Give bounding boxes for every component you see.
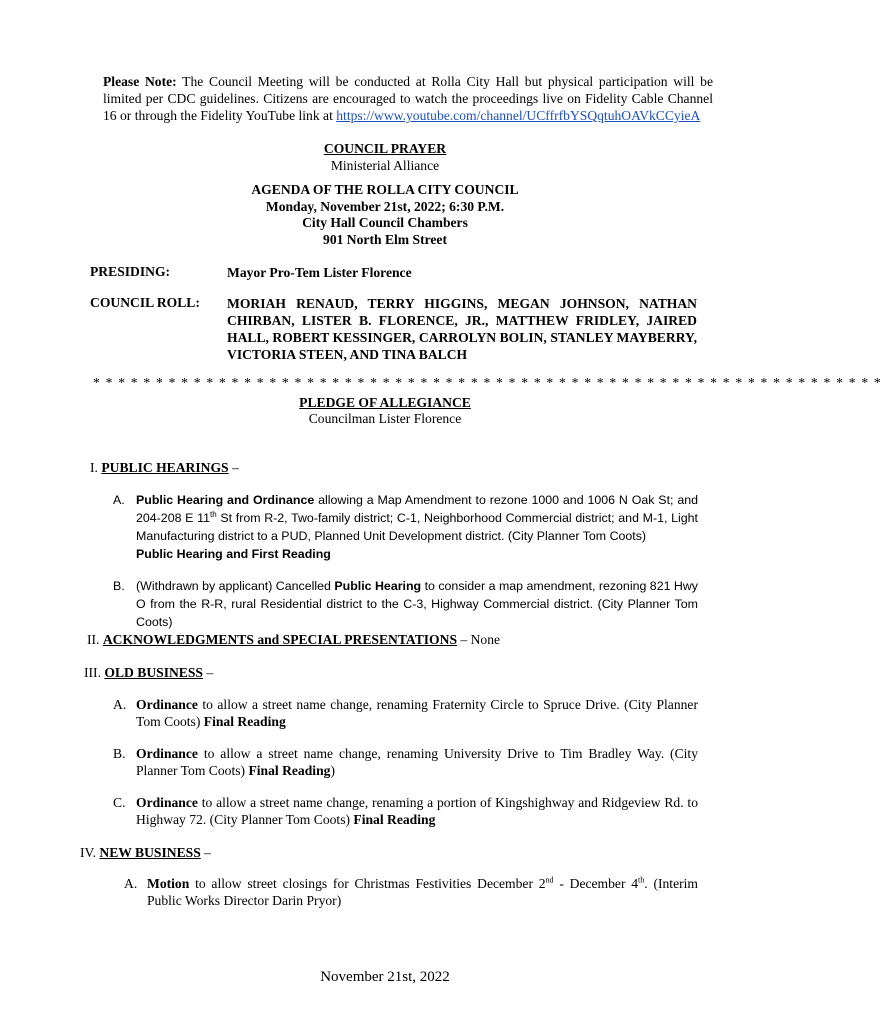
section-suffix: – None (457, 632, 501, 647)
item-text: to allow a street name change, renaming Fraternity Circle to Spruce Drive. (City Planner Tom Coots) (136, 697, 698, 729)
item-bold: Public Hearing and Ordinance (136, 493, 315, 507)
item-text-b: - December 4 (553, 876, 639, 891)
item-text-c: . (Interim Public Works Director Darin Pryor) (147, 876, 698, 908)
section-numeral: III. (84, 665, 101, 680)
item-letter: A. (113, 493, 125, 507)
section-title: NEW BUSINESS (99, 845, 201, 860)
agenda-date: Monday, November 21st, 2022; 6:30 P.M. (265, 199, 505, 214)
section-public-hearings (90, 459, 239, 476)
item-text-a: to allow street closings for Christmas Festivities December 2 (189, 876, 546, 891)
item-reading: Final Reading (248, 763, 331, 778)
section-numeral: IV. (80, 845, 96, 860)
separator: * * * * * * * * * * * * * * * * * * * * * * * * * * * * * * * * * * * * * * * * * * * * * * * * * * * * * * * * * * * * * * * (93, 375, 882, 390)
item-letter: B. (113, 579, 125, 593)
section-new-business (80, 844, 211, 861)
item-body (136, 745, 698, 779)
council-roll-label: COUNCIL ROLL: (90, 295, 200, 310)
item-bold: Motion (147, 876, 190, 891)
item-sup: th (209, 509, 217, 519)
section-suffix: – (203, 665, 214, 680)
item-letter: A. (124, 876, 138, 891)
item-text: to allow a street name change, renaming University Drive to Tim Bradley Way. (City Planner Tom Coots) (136, 746, 698, 778)
presiding-value: Mayor Pro-Tem Lister Florence (227, 265, 412, 280)
council-roll-value: MORIAH RENAUD, TERRY HIGGINS, MEGAN JOHNSON, NATHAN CHIRBAN, LISTER B. FLORENCE, JR., MATTHEW FRIDLEY, JAIRED HALL, ROBERT KESSINGER, CARROLYN BOLIN, STANLEY MAYBERRY, VICTORIA STEEN, AND TINA BALCH (227, 296, 697, 362)
presiding-label: PRESIDING: (90, 264, 171, 279)
section-suffix: – (228, 460, 239, 475)
item-tail: ) (330, 763, 335, 778)
list-item (124, 875, 698, 911)
agenda-location: City Hall Council Chambers (302, 215, 468, 230)
item-text: to allow a street name change, renaming a portion of Kingshighway and Ridgeview Rd. to Highway 72. (City Planner Tom Coots) (136, 795, 698, 827)
item-bold: Ordinance (136, 697, 198, 712)
agenda-address: 901 North Elm Street (323, 232, 447, 247)
list-item (113, 577, 698, 631)
page-footer-date: November 21st, 2022 (320, 969, 450, 985)
item-bold: Ordinance (136, 795, 198, 810)
pledge-by: Councilman Lister Florence (308, 411, 462, 426)
item-bold: Public Hearing (334, 579, 422, 593)
item-text-b: St from R-2, Two-family district; C-1, Neighborhood Commercial district; and M-1, Light Manufacturing district to a PUD, Planned Unit Development district. (City Planner Tom Coots) (136, 511, 698, 543)
section-numeral: I. (90, 460, 98, 475)
note-label: Please Note: (103, 74, 177, 89)
item-sup-1: nd (545, 875, 554, 885)
item-reading: Final Reading (203, 714, 286, 729)
item-sup-2: th (638, 875, 645, 885)
item-bold: Ordinance (136, 746, 198, 761)
section-old-business (84, 664, 213, 681)
item-text-b: to consider a map amendment, rezoning 821 Hwy O from the R-R, rural Residential district to the C-3, Highway Commercial district. (City Planner Tom Coots) (136, 579, 699, 629)
agenda-title: AGENDA OF THE ROLLA CITY COUNCIL (251, 182, 519, 197)
section-suffix: – (200, 845, 211, 860)
item-reading: Final Reading (353, 812, 436, 827)
council-prayer-by: Ministerial Alliance (330, 158, 440, 173)
list-item (113, 794, 698, 830)
section-title: OLD BUSINESS (104, 665, 203, 680)
section-title: ACKNOWLEDGMENTS and SPECIAL PRESENTATIONS (102, 632, 458, 647)
pledge-title: PLEDGE OF ALLEGIANCE (299, 395, 471, 410)
item-body (136, 491, 698, 563)
item-text-a: allowing a Map Amendment to rezone 1000 and 1006 N Oak St; and 204-208 E 11 (136, 493, 699, 525)
item-body (147, 875, 698, 909)
meeting-note (103, 73, 713, 124)
list-item (113, 696, 698, 732)
section-acknowledgments (87, 631, 500, 648)
item-letter: B. (113, 746, 126, 761)
item-body (136, 577, 698, 631)
section-title: PUBLIC HEARINGS (101, 460, 229, 475)
item-letter: A. (113, 697, 127, 712)
section-numeral: II. (87, 632, 100, 647)
list-item (113, 745, 698, 781)
youtube-link[interactable]: https://www.youtube.com/channel/UCffrfbYSQqtuhOAVkCCyieA (336, 108, 701, 123)
note-text: The Council Meeting will be conducted at Rolla City Hall but physical participation will be limited per CDC guidelines. Citizens are encouraged to watch the proceedings live on Fidelity Cable Channel 16 or through the Fidelity YouTube link at (103, 74, 714, 123)
item-body (136, 794, 698, 828)
item-reading: Public Hearing and First Reading (136, 547, 331, 561)
list-item (113, 491, 698, 565)
item-letter: C. (113, 795, 126, 810)
council-prayer-title: COUNCIL PRAYER (323, 141, 447, 156)
item-text-a: (Withdrawn by applicant) Cancelled (136, 579, 335, 593)
item-body (136, 696, 698, 730)
